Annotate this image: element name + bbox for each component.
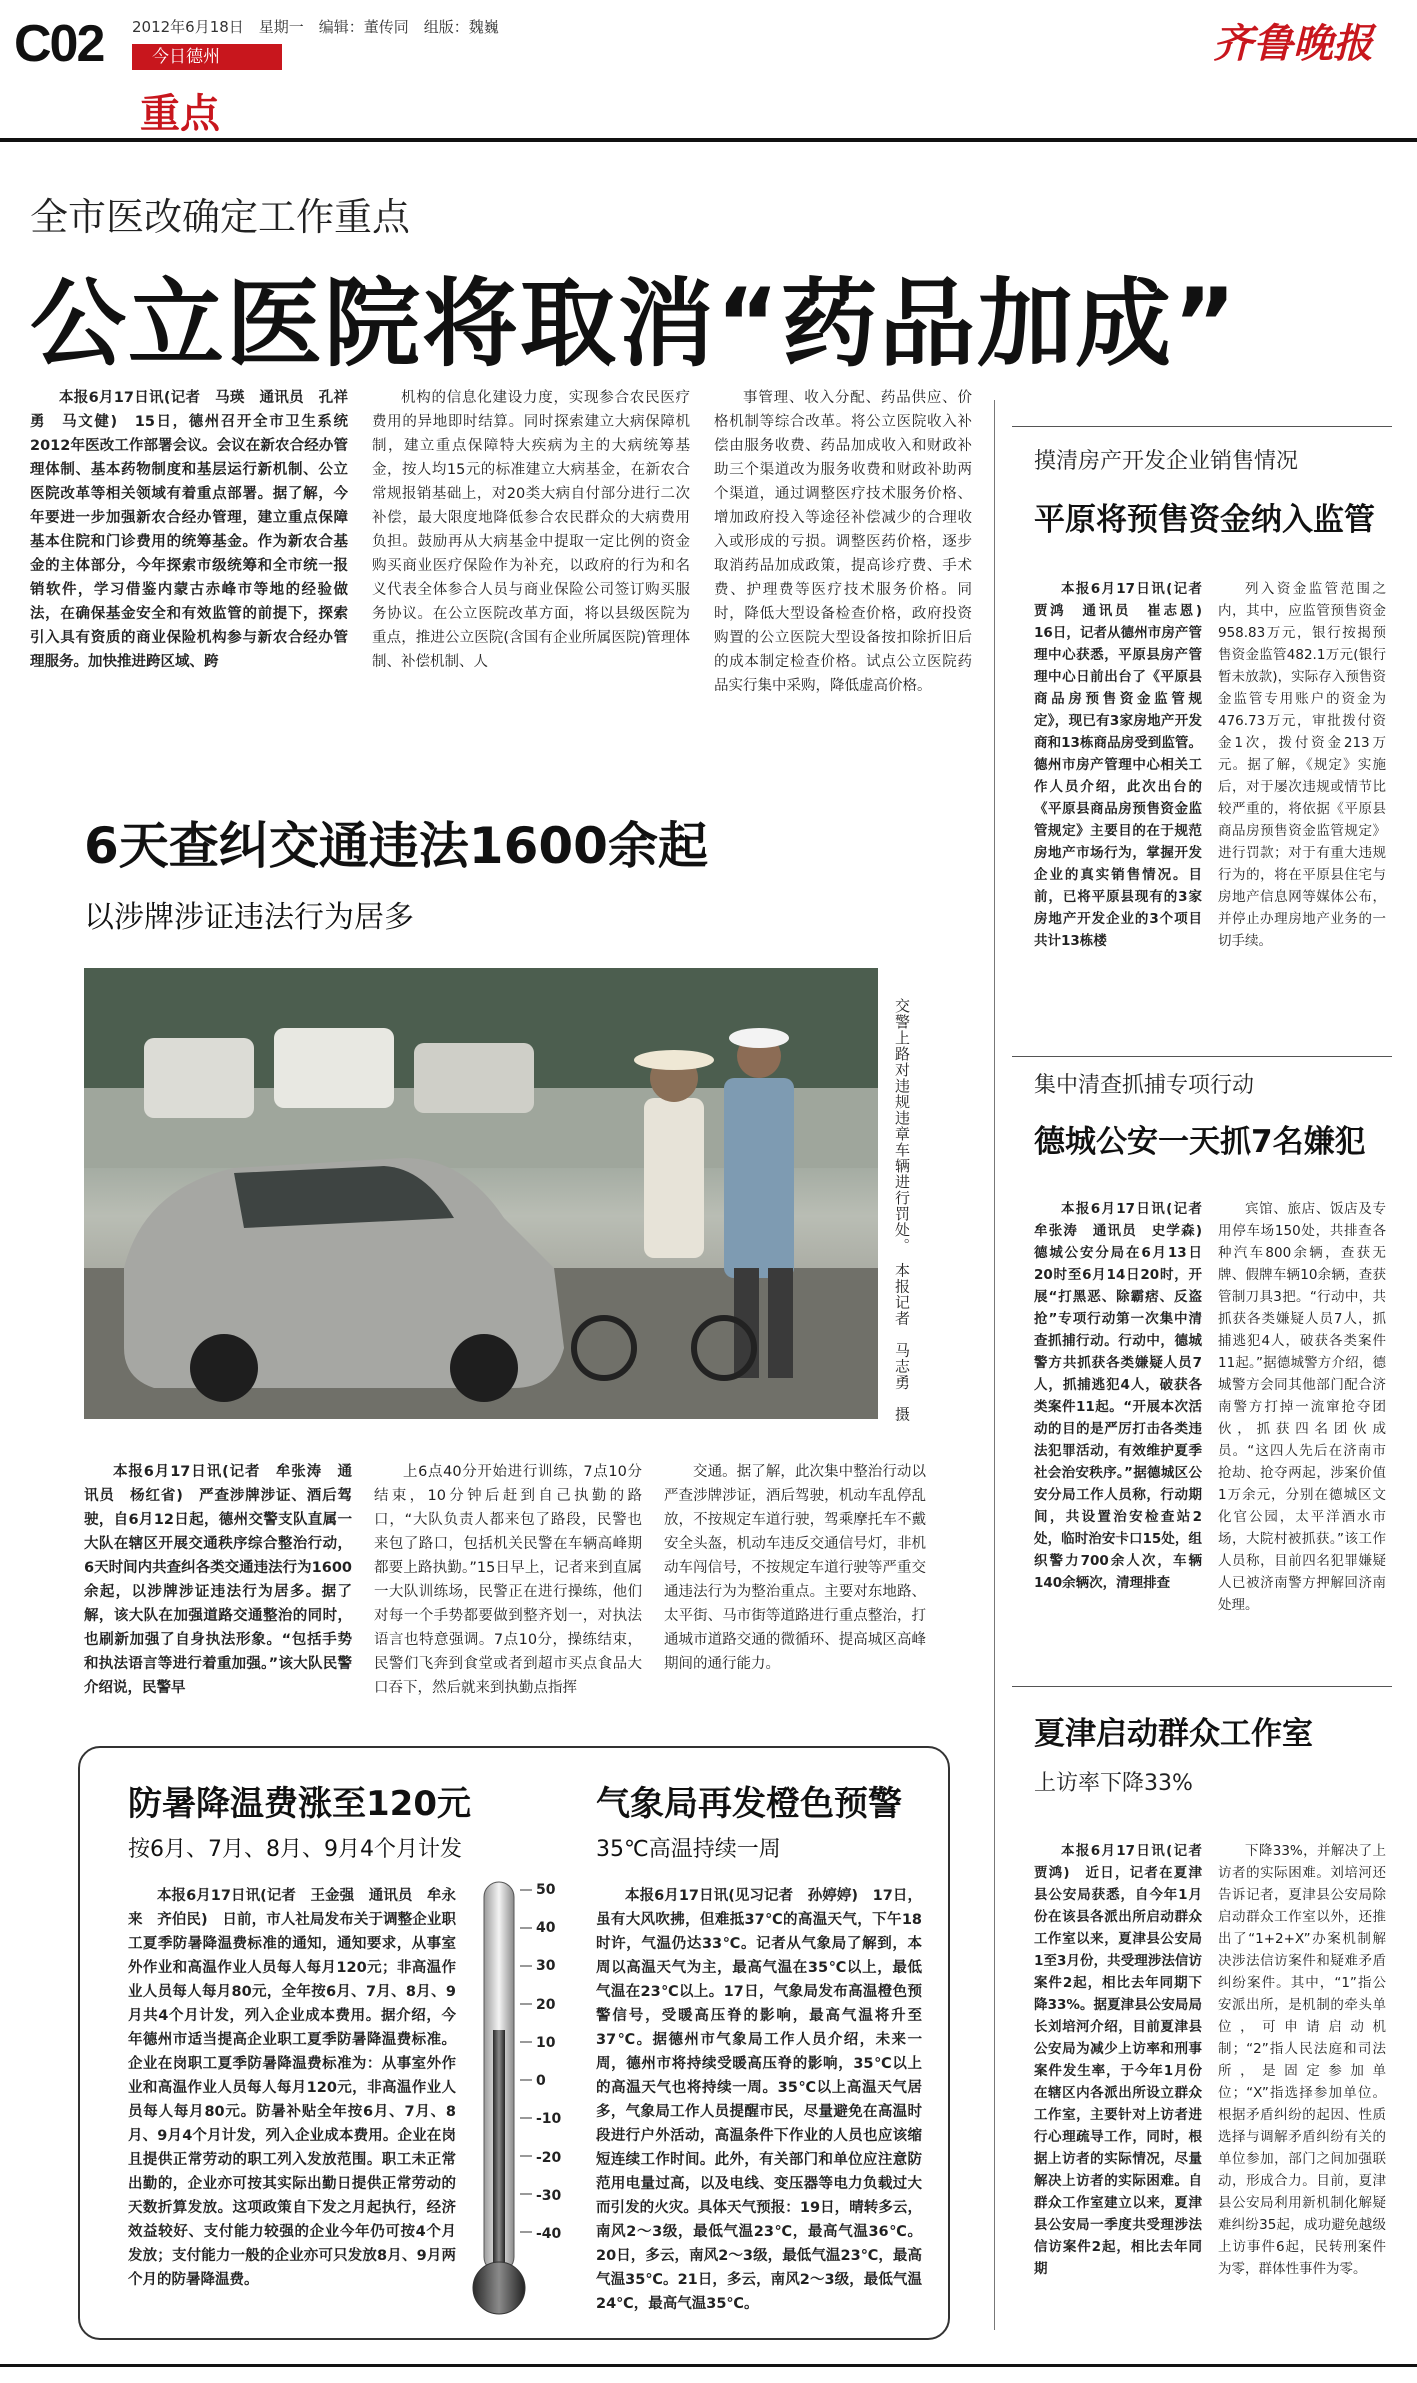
s2-col1-text: 本报6月17日讯(记者 牟张涛 通讯员 史学森) 德城公安分局在6月13日20时至6月14日20时，开展“打黑恶、除霸痞、反盗抢”专项行动第一次集中清查抓捕行动。行动中，德城警方共抓获各类嫌疑人员7人，抓捕逃犯4人，破获各类案件11起。“开展本次活动的目的是严厉打击各类违法犯罪活动，有效维护夏季社会治安秩序。”据德城区公安分局工作人员称，行动期间，共设置治安检查站2处，临时治安卡口15处，组织警力700余人次，车辆140余辆次，清理排查 — [1034, 1201, 1216, 1591]
section-tag: 今日德州 — [132, 44, 282, 70]
allowance-body — [128, 1884, 456, 2324]
page-number: C02 — [14, 15, 104, 73]
section-title: 重点 — [140, 91, 220, 137]
footer-rule — [0, 2364, 1417, 2367]
s2-column-2 — [1218, 1198, 1386, 1678]
lead-col1-text: 本报6月17日讯(记者 马瑛 通讯员 孔祥勇 马文健) 15日，德州召开全市卫生系统2012年医改工作部署会议。会议在新农合经办管理体制、基本药物制度和基层运行新机制、公立医院改革等相关领域有着重点部署。据了解，今年要进一步加强新农合经办管理，建立重点保障基本住院和门诊费用的统筹基金。作为新农合基金的主体部分，今年探索市级统筹和全市统一报销软件，学习借鉴内蒙古赤峰市等地的经验做法，在确保基金安全和有效监管的前提下，探索引入具有资质的商业保险机构参与新农合经办管理服务。加快推进跨区域、跨 — [30, 390, 348, 670]
traffic-headline: 6天查纠交通违法1600余起 — [84, 817, 708, 875]
allowance-headline: 防暑降温费涨至120元 — [128, 1784, 471, 1824]
allowance-subhead: 按6月、7月、8月、9月4个月计发 — [128, 1837, 462, 1862]
traffic-col2-text: 上6点40分开始进行训练，7点10分结束，10分钟后赶到自己执勤的路口，“大队负责人都来包了路段，民警也来包了路口，包括机关民警在车辆高峰期都要上路执勤。”15日早上，记者来到直属一大队训练场，民警正在进行操练，他们对每一个手势都要做到整齐划一，对执法语言也特意强调。7点10分，操练结束，民警们飞奔到食堂或者到超市买点食品大口吞下，然后就来到执勤点指挥 — [374, 1464, 642, 1696]
s1-kicker: 摸清房产开发企业销售情况 — [1034, 449, 1299, 474]
scale-label: 0 — [536, 2073, 546, 2090]
lead-col2-text: 机构的信息化建设力度，实现参合农民医疗费用的异地即时结算。同时探索建立大病保障机制，建立重点保障特大疾病为主的大病统筹基金，按人均15元的标准建立大病基金，在新农合常规报销基础上，对20类大病自付部分进行二次补偿，最大限度地降低参合农民群众的大病费用负担。鼓励再从大病基金中提取一定比例的资金购买商业医疗保险作为补充，以政府的行为和名义代表全体参合人员与商业保险公司签订购买服务协议。在公立医院改革方面，将以县级医院为重点，推进公立医院(含国有企业所属医院)管理体制、补偿机制、人 — [372, 390, 690, 670]
newspaper-logo: 齐鲁晚报 — [1213, 20, 1373, 67]
s3-col1-text: 本报6月17日讯(记者 贾鸿) 近日，记者在夏津县公安局获悉，自今年1月份在该县各派出所启动群众工作室以来，夏津县公安局1至3月份，共受理涉法信访案件2起，相比去年同期下降33%。据夏津县公安局局长刘培河介绍，目前夏津县公安局为减少上访率和刑事案件发生率，于今年1月份在辖区内各派出所设立群众工作室，主要针对上访者进行心理疏导工作，同时，根据上访者的实际情况，尽量解决上访者的实际困难。自群众工作室建立以来，夏津县公安局一季度共受理涉法信访案件2起，相比去年同期 — [1034, 1843, 1216, 2277]
traffic-subhead: 以涉牌涉证违法行为居多 — [84, 900, 414, 935]
sidebar-rule — [1012, 426, 1392, 427]
scale-label: -20 — [536, 2149, 562, 2166]
lead-col3-text: 事管理、收入分配、药品供应、价格机制等综合改革。将公立医院收入补偿由服务收费、药品加成收入和财政补助三个渠道改为服务收费和财政补助两个渠道，通过调整医疗技术服务价格、增加政府投入等途径补偿减少的合理收入或形成的亏损。调整医药价格，逐步取消药品加成政策，提高诊疗费、手术费、护理费等医疗技术服务价格。同时，降低大型设备检查价格，政府投资购置的公立医院大型设备按扣除折旧后的成本制定检查价格。试点公立医院药品实行集中采购，降低虚高价格。 — [714, 390, 972, 694]
s1-col1-text: 本报6月17日讯(记者 贾鸿 通讯员 崔志恩) 16日，记者从德州市房产管理中心获悉，平原县房产管理中心日前出台了《平原县商品房预售资金监管规定》，现已有3家房地产开发商和13栋商品房受到监管。德州市房产管理中心相关工作人员介绍，此次出台的《平原县商品房预售资金监管规定》主要目的在于规范房地产市场行为，掌握开发企业的真实销售情况。目前，已将平原县现有的3家房地产开发企业的3个项目共计13栋楼 — [1034, 581, 1216, 949]
s1-headline: 平原将预售资金纳入监管 — [1034, 502, 1375, 538]
thermometer-scale — [536, 1882, 561, 2242]
weather-body — [596, 1884, 922, 2324]
weather-headline: 气象局再发橙色预警 — [596, 1784, 902, 1824]
lead-kicker: 全市医改确定工作重点 — [30, 195, 411, 239]
allowance-text: 本报6月17日讯(记者 王金强 通讯员 牟永来 齐伯民) 日前，市人社局发布关于调整企业职工夏季防暑降温费标准的通知，通知要求，从事室外作业和高温作业人员每人每月120元；非高温作业人员每人每月80元，全年按6月、7月、8月、9月共4个月计发，列入企业成本费用。据介绍，今年德州市适当提高企业职工夏季防暑降温费标准。企业在岗职工夏季防暑降温费标准为：从事室外作业和高温作业人员每人每月120元，非高温作业人员每人每月80元。防暑补贴全年按6月、7月、8月、9月4个月计发，列入企业成本费用。企业在岗且提供正常劳动的职工列入发放范围。职工未正常出勤的，企业亦可按其实际出勤日提供正常劳动的天数折算发放。这项政策自下发之月起执行，经济效益较好、支付能力较强的企业今年仍可按4个月发放；支付能力一般的企业亦可只发放8月、9月两个月的防暑降温费。 — [128, 1888, 456, 2288]
scale-label: 10 — [536, 2034, 556, 2051]
s2-headline: 德城公安一天抓7名嫌犯 — [1034, 1124, 1366, 1160]
s3-column-2 — [1218, 1840, 1386, 2336]
weather-text: 本报6月17日讯(见习记者 孙婷婷) 17日，虽有大风吹拂，但难抵37℃的高温天气，下午18时许，气温仍达33℃。记者从气象局了解到，本周以高温天气为主，最高气温在35℃以上，最低气温在23℃以上。17日，气象局发布高温橙色预警信号，受暖高压脊的影响，最高气温将升至37℃。据德州市气象局工作人员介绍，未来一周，德州市将持续受暖高压脊的影响，35℃以上的高温天气也将持续一周。35℃以上高温天气居多，气象局工作人员提醒市民，尽量避免在高温时段进行户外活动，高温条件下作业的人员也应该缩短连续工作时间。此外，有关部门和单位应注意防范用电量过高，以及电线、变压器等电力负载过大而引发的火灾。具体天气预报：19日，晴转多云，南风2～3级，最低气温23℃，最高气温36℃。20日，多云，南风2～3级，最低气温23℃，最高气温35℃。21日，多云，南风2～3级，最低气温24℃，最高气温35℃。 — [596, 1888, 922, 2312]
issue-meta: 2012年6月18日 星期一 编辑：董传同 组版：魏巍 — [132, 18, 499, 36]
traffic-column-3 — [664, 1460, 926, 1720]
scale-label: -10 — [536, 2111, 562, 2128]
traffic-column-2 — [374, 1460, 642, 1720]
scale-label: 30 — [536, 1958, 556, 1975]
s3-kicker: 上访率下降33% — [1034, 1771, 1193, 1796]
traffic-column-1 — [84, 1460, 352, 1720]
header-rule — [0, 138, 1417, 142]
s3-column-1 — [1034, 1840, 1216, 2336]
s1-column-1 — [1034, 578, 1216, 1048]
photo-caption: 交警上路对违规违章车辆进行罚处。 本报记者 马志勇 摄 — [893, 998, 911, 1423]
s2-column-1 — [1034, 1198, 1216, 1678]
scale-label: 50 — [536, 1882, 556, 1898]
lead-headline: 公立医院将取消“药品加成” — [30, 268, 1239, 380]
lead-column-2 — [372, 386, 690, 756]
scale-label: -30 — [536, 2187, 562, 2204]
s3-headline: 夏津启动群众工作室 — [1034, 1716, 1313, 1752]
lead-column-3 — [714, 386, 972, 756]
weather-subhead: 35℃高温持续一周 — [596, 1837, 781, 1862]
scale-label: 20 — [536, 1996, 556, 2013]
sidebar-rule — [1012, 1056, 1392, 1057]
traffic-photo-illustration — [84, 968, 878, 1419]
lead-column-1 — [30, 386, 348, 756]
s2-kicker: 集中清查抓捕专项行动 — [1034, 1073, 1255, 1098]
s3-col2-text: 下降33%，并解决了上访者的实际困难。刘培河还告诉记者，夏津县公安局除启动群众工作室以外，还推出了“1+2+X”办案机制解决涉法信访案件和疑难矛盾纠纷案件。其中，“1”指公安派出所，是机制的牵头单位，可申请启动机制；“2”指人民法庭和司法所，是固定参加单位；“X”指选择参加单位。根据矛盾纠纷的起因、性质选择与调解矛盾纠纷有关的单位参加，部门之间加强联动，形成合力。目前，夏津县公安局利用新机制化解疑难纠纷35起，成功避免越级上访事件6起，民转刑案件为零，群体性事件为零。 — [1218, 1843, 1386, 2277]
scale-label: 40 — [536, 1920, 556, 1937]
traffic-col1-text: 本报6月17日讯(记者 牟张涛 通讯员 杨红省) 严查涉牌涉证、酒后驾驶，自6月12日起，德州交警支队直属一大队在辖区开展交通秩序综合整治行动，6天时间内共查纠各类交通违法行为1600余起，以涉牌涉证违法行为居多。据了解，该大队在加强道路交通整治的同时，也刷新加强了自身执法形象。“包括手势和执法语言等进行着重加强。”该大队民警介绍说，民警早 — [84, 1464, 352, 1696]
column-divider — [994, 400, 995, 2330]
s1-column-2 — [1218, 578, 1386, 1048]
thermometer-graphic — [470, 1880, 570, 2320]
sidebar-rule — [1012, 1686, 1392, 1687]
scale-label: -40 — [536, 2225, 562, 2242]
traffic-col3-text: 交通。据了解，此次集中整治行动以严查涉牌涉证，酒后驾驶，机动车乱停乱放，不按规定车道行驶，驾乘摩托车不戴安全头盔，机动车违反交通信号灯，非机动车闯信号，不按规定车道行驶等严重交通违法行为为整治重点。主要对东地路、太平街、马市街等道路进行重点整治，打通城市道路交通的微循环、提高城区高峰期间的通行能力。 — [664, 1464, 926, 1672]
traffic-photo — [84, 968, 878, 1419]
s1-col2-text: 列入资金监管范围之内，其中，应监管预售资金958.83万元，银行按揭预售资金监管482.1万元(银行暂未放款)，实际存入预售资金监管专用账户的资金为476.73万元，审批拨付资金1次，拨付资金213万元。据了解，《规定》实施后，对于屡次违规或情节比较严重的，将依据《平原县商品房预售资金监管规定》进行罚款；对于有重大违规行为的，将在平原县住宅与房地产信息网等媒体公布，并停止办理房地产业务的一切手续。 — [1218, 581, 1386, 949]
s2-col2-text: 宾馆、旅店、饭店及专用停车场150处，共排查各种汽车800余辆，查获无牌、假牌车辆10余辆，查获管制刀具3把。“行动中，共抓获各类嫌疑人员7人，抓捕逃犯4人，破获各类案件11起。”据德城警方介绍，德城警方会同其他部门配合济南警方打掉一流窜抢夺团伙，抓获四名团伙成员。“这四人先后在济南市抢劫、抢夺两起，涉案价值1万余元，分别在德城区文化官公园，太平洋酒水市场，大院村被抓获。”该工作人员称，目前四名犯罪嫌疑人已被济南警方押解回济南处理。 — [1218, 1201, 1386, 1613]
